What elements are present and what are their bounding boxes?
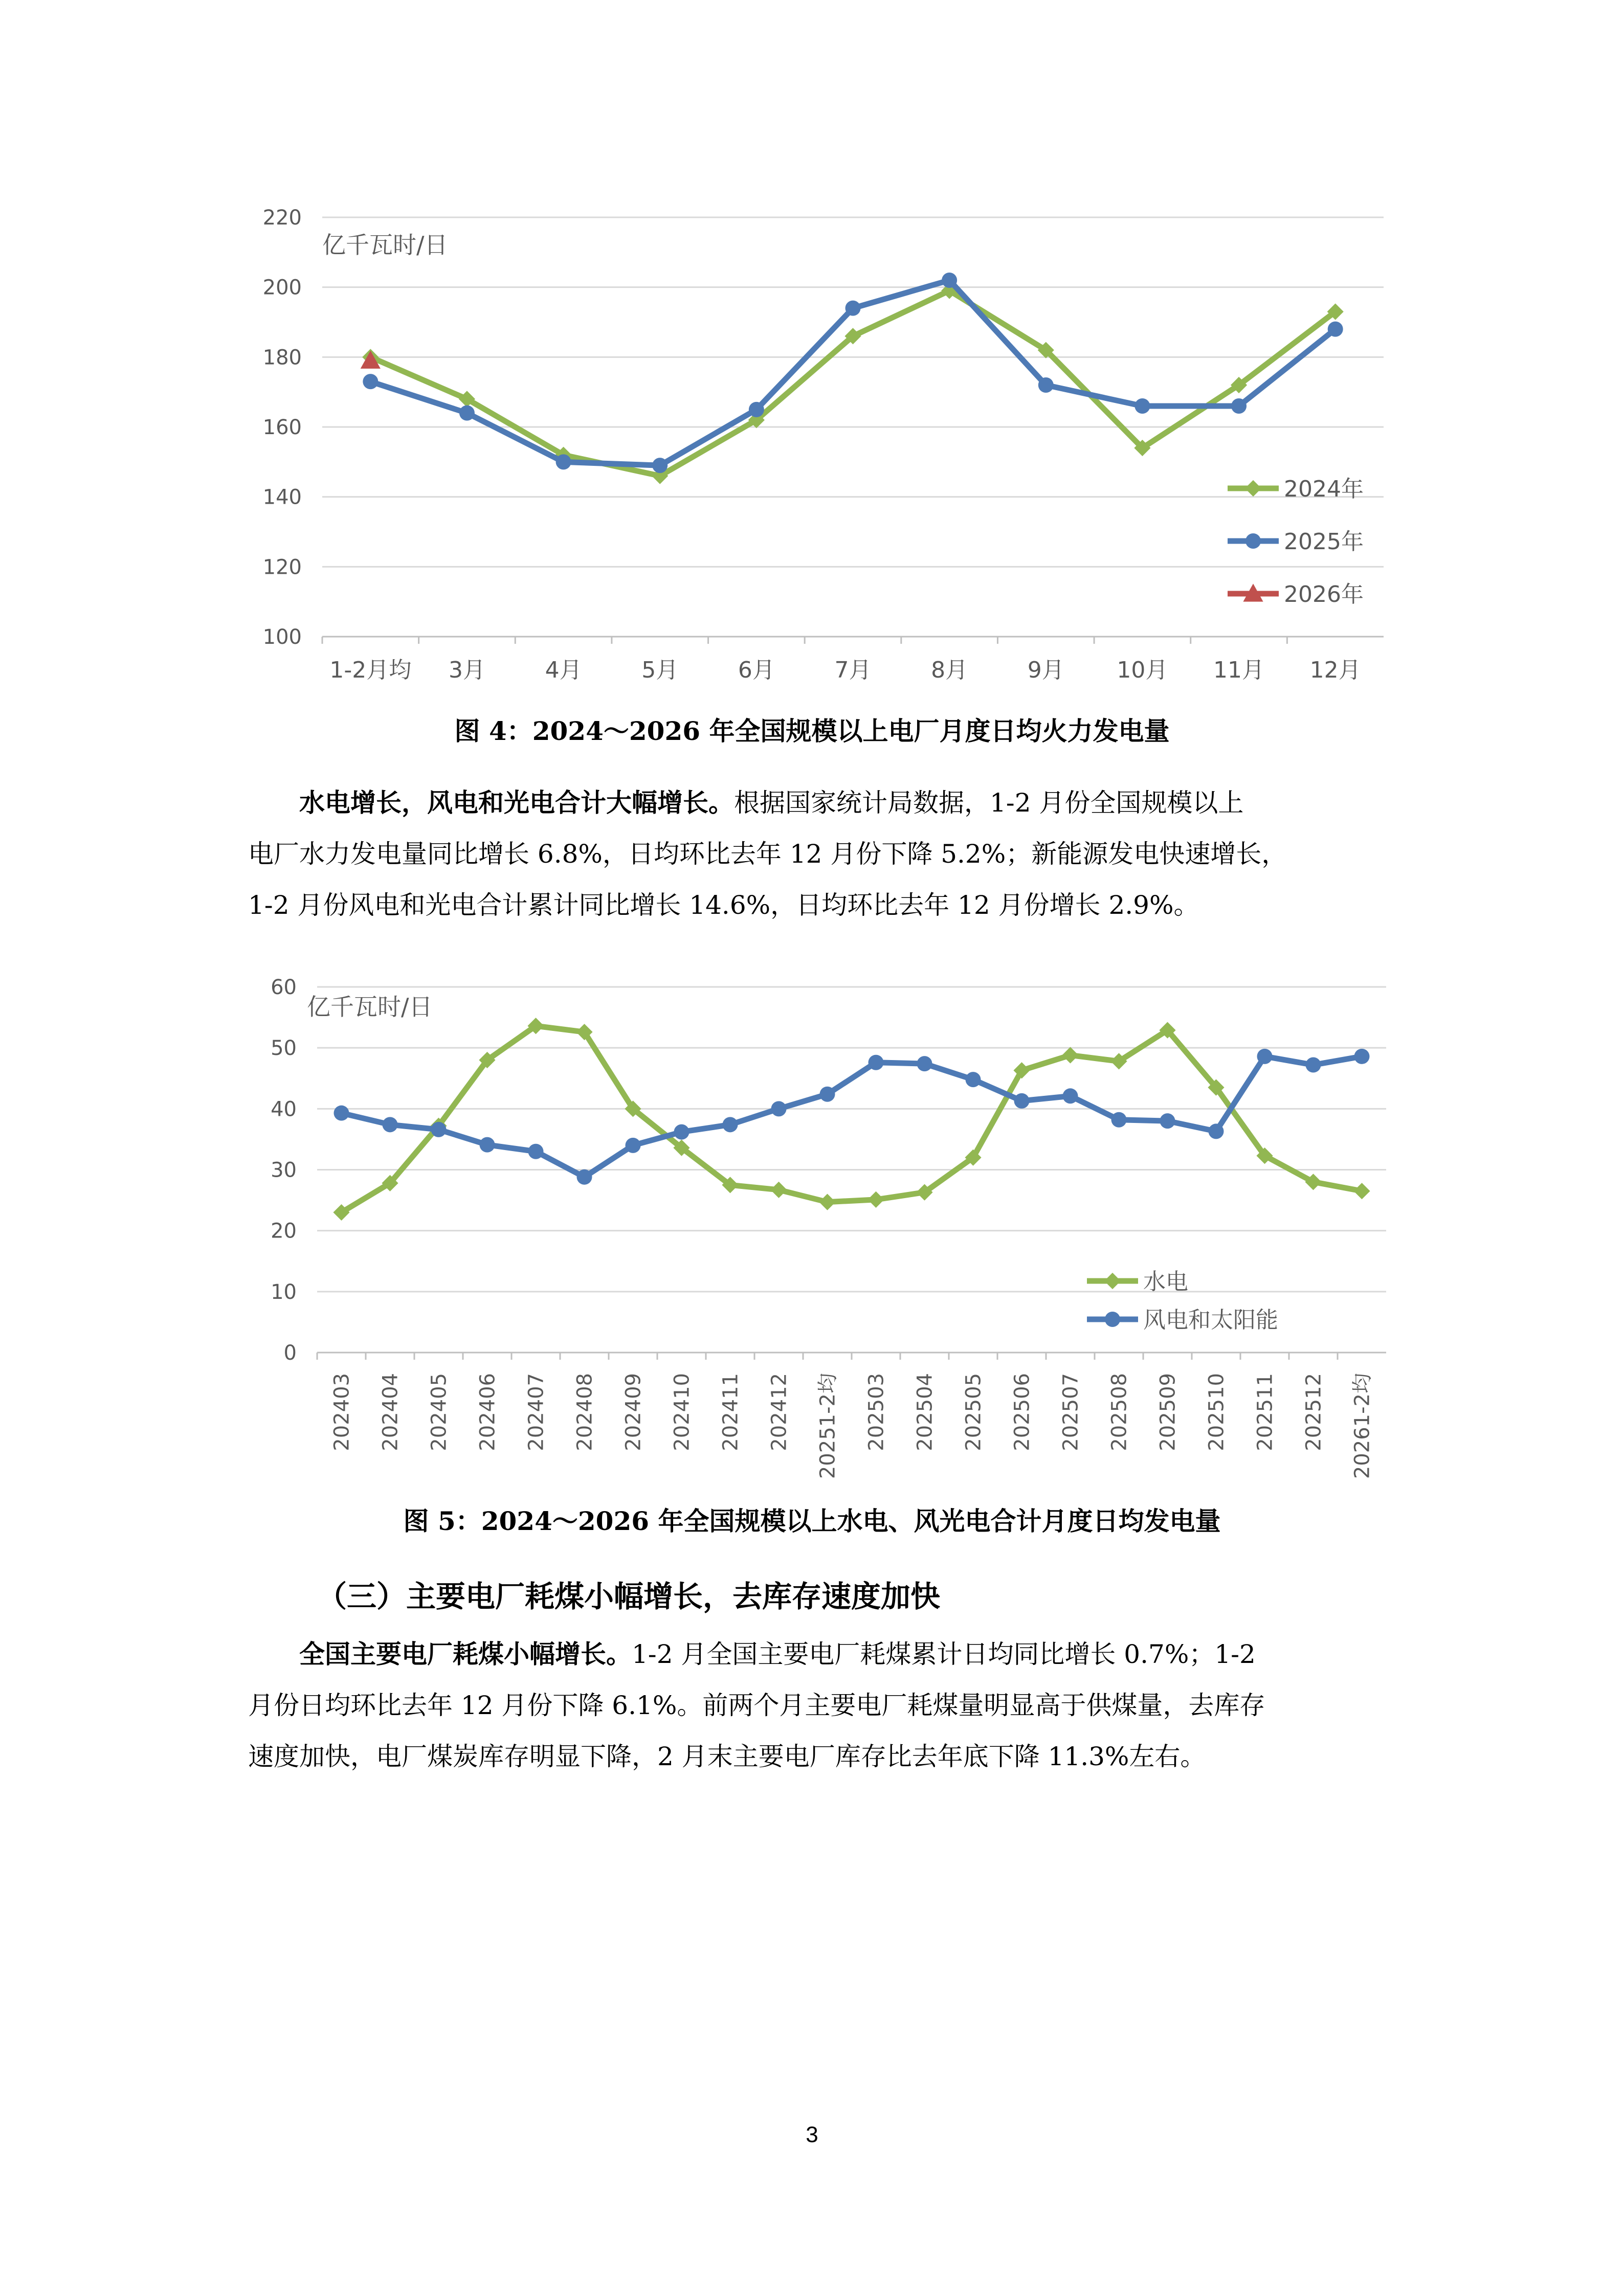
fig5-ytick-label: 40 xyxy=(271,1097,297,1121)
fig4-data-point xyxy=(846,301,861,316)
fig4-data-point xyxy=(1328,322,1343,337)
fig4-legend-marker xyxy=(1245,480,1261,497)
fig4-xtick-label: 11月 xyxy=(1213,657,1265,683)
fig4-ytick-label: 160 xyxy=(262,416,302,439)
fig5-xtick-label: 202507 xyxy=(1059,1373,1083,1451)
fig5-xtick-label: 202511 xyxy=(1253,1373,1277,1451)
fig4-xtick-label: 12月 xyxy=(1309,657,1361,683)
figure-5-chart xyxy=(0,956,1624,1478)
fig5-data-point xyxy=(869,1055,884,1070)
fig5-xtick-label: 202406 xyxy=(476,1373,500,1451)
fig5-ylabel: 亿千瓦时/日 xyxy=(307,993,433,1021)
fig4-data-point xyxy=(1038,377,1054,393)
fig5-xtick-label: 202504 xyxy=(913,1373,937,1451)
fig5-ytick-label: 20 xyxy=(271,1219,297,1243)
paragraph-2-line-1: 1-2 月全国主要电厂耗煤累计日均同比增长 0.7%；1-2 xyxy=(632,1639,1256,1669)
paragraph-2-line-2: 月份日均环比去年 12 月份下降 6.1%。前两个月主要电厂耗煤量明显高于供煤量，去库存 xyxy=(248,1691,1265,1720)
fig4-data-point xyxy=(556,454,571,469)
fig5-series-line-1 xyxy=(342,1056,1362,1177)
fig4-data-point xyxy=(459,406,475,421)
fig4-data-point xyxy=(1231,398,1247,414)
fig5-xtick-label: 202407 xyxy=(524,1373,548,1451)
fig5-xtick-label: 20251-2均 xyxy=(816,1373,840,1478)
fig5-data-point xyxy=(674,1124,689,1140)
fig4-xtick-label: 3月 xyxy=(448,657,485,683)
fig4-legend-label: 2025年 xyxy=(1284,529,1364,555)
fig5-xtick-label: 202508 xyxy=(1107,1373,1131,1451)
fig5-legend-label: 风电和太阳能 xyxy=(1143,1307,1278,1333)
fig4-data-point xyxy=(1134,398,1150,414)
section-3-title: （三）主要电厂耗煤小幅增长，去库存速度加快 xyxy=(317,1579,941,1614)
fig5-data-point xyxy=(819,1194,835,1210)
fig4-ytick-label: 120 xyxy=(262,555,302,579)
fig5-data-point xyxy=(1160,1113,1175,1129)
fig5-series-line-0 xyxy=(342,1026,1362,1212)
figure-5-caption: 图 5：2024～2026 年全国规模以上水电、风光电合计月度日均发电量 xyxy=(403,1506,1221,1536)
fig5-ytick-label: 10 xyxy=(271,1280,297,1304)
paragraph-2-line-3: 速度加快，电厂煤炭库存明显下降，2 月末主要电厂库存比去年底下降 11.3%左右。 xyxy=(248,1742,1206,1771)
fig5-data-point xyxy=(770,1182,787,1198)
fig4-xtick-label: 8月 xyxy=(931,657,968,683)
fig5-data-point xyxy=(383,1117,398,1132)
fig5-xtick-label: 202411 xyxy=(719,1373,743,1451)
fig4-legend-label: 2024年 xyxy=(1284,476,1364,502)
fig4-data-point xyxy=(363,374,378,389)
fig5-data-point xyxy=(626,1138,641,1153)
fig5-data-point xyxy=(917,1056,932,1071)
paragraph-hydro-wind-solar xyxy=(248,777,1394,931)
fig4-xtick-label: 1-2月均 xyxy=(329,657,412,683)
fig5-legend-marker xyxy=(1104,1273,1121,1289)
fig5-xtick-label: 202404 xyxy=(379,1373,403,1451)
fig4-legend-marker xyxy=(1245,533,1261,549)
paragraph-1-line-1: 根据国家统计局数据，1-2 月份全国规模以上 xyxy=(734,788,1244,818)
fig5-data-point xyxy=(480,1137,495,1153)
paragraph-1-line-2: 电厂水力发电量同比增长 6.8%，日均环比去年 12 月份下降 5.2%；新能源发电快速增长， xyxy=(248,839,1287,869)
fig5-xtick-label: 202505 xyxy=(962,1373,986,1451)
fig5-data-point xyxy=(528,1144,544,1159)
fig4-data-point xyxy=(749,402,764,417)
fig5-data-point xyxy=(334,1106,349,1121)
fig5-data-point xyxy=(1306,1057,1321,1073)
fig4-ytick-label: 140 xyxy=(262,485,302,509)
fig5-xtick-label: 202408 xyxy=(573,1373,597,1451)
fig4-ytick-label: 200 xyxy=(262,276,302,300)
fig5-data-point xyxy=(1062,1047,1078,1063)
fig5-xtick-label: 202409 xyxy=(621,1373,646,1451)
fig4-xtick-label: 6月 xyxy=(738,657,775,683)
paragraph-1-line-3: 1-2 月份风电和光电合计累计同比增长 14.6%，日均环比去年 12 月份增长 2.9%。 xyxy=(248,890,1199,920)
fig4-data-point xyxy=(942,273,957,288)
fig5-ytick-label: 60 xyxy=(271,976,297,999)
fig5-data-point xyxy=(966,1072,981,1087)
fig4-series-line-0 xyxy=(370,291,1335,476)
fig5-xtick-label: 202410 xyxy=(670,1373,694,1451)
fig4-ytick-label: 180 xyxy=(262,346,302,370)
fig4-xtick-label: 7月 xyxy=(834,657,872,683)
fig5-legend-marker xyxy=(1105,1312,1120,1327)
figure-4-caption: 图 4：2024～2026 年全国规模以上电厂月度日均火力发电量 xyxy=(454,716,1170,746)
fig5-xtick-label: 202506 xyxy=(1010,1373,1034,1451)
paragraph-1-lead: 水电增长，风电和光电合计大幅增长。 xyxy=(299,787,734,818)
fig5-xtick-label: 202509 xyxy=(1156,1373,1180,1451)
fig4-xtick-label: 9月 xyxy=(1027,657,1064,683)
fig5-data-point xyxy=(1353,1183,1370,1199)
fig5-data-point xyxy=(577,1169,592,1185)
fig4-ylabel: 亿千瓦时/日 xyxy=(322,231,448,259)
fig5-data-point xyxy=(820,1087,835,1102)
fig5-xtick-label: 202512 xyxy=(1302,1373,1326,1451)
fig4-xtick-label: 10月 xyxy=(1117,657,1168,683)
paragraph-2-lead: 全国主要电厂耗煤小幅增长。 xyxy=(299,1639,632,1669)
fig4-xtick-label: 4月 xyxy=(545,657,582,683)
fig5-ytick-label: 0 xyxy=(283,1341,297,1365)
fig5-legend-label: 水电 xyxy=(1143,1269,1188,1295)
fig5-data-point xyxy=(1063,1088,1078,1104)
fig5-data-point xyxy=(771,1101,787,1116)
fig5-data-point xyxy=(1111,1112,1127,1128)
fig5-data-point xyxy=(1354,1049,1370,1064)
fig5-xtick-label: 202503 xyxy=(864,1373,888,1451)
page-number: 3 xyxy=(806,2122,818,2147)
fig5-ytick-label: 50 xyxy=(271,1037,297,1061)
fig5-data-point xyxy=(723,1117,738,1132)
fig5-xtick-label: 202403 xyxy=(330,1373,354,1451)
fig4-legend-label: 2026年 xyxy=(1284,581,1364,607)
fig4-data-point xyxy=(652,458,668,473)
fig5-ytick-label: 30 xyxy=(271,1158,297,1182)
figure-4-svg xyxy=(0,194,1624,695)
fig5-data-point xyxy=(867,1191,884,1208)
fig5-data-point xyxy=(431,1122,447,1137)
fig4-ytick-label: 100 xyxy=(262,625,302,649)
paragraph-coal-consumption xyxy=(248,1629,1394,1782)
fig5-data-point xyxy=(1257,1049,1273,1064)
fig5-data-point xyxy=(1209,1123,1224,1139)
fig5-xtick-label: 202405 xyxy=(427,1373,451,1451)
fig5-xtick-label: 202510 xyxy=(1205,1373,1229,1451)
fig5-data-point xyxy=(1014,1093,1030,1109)
figure-4-chart xyxy=(0,194,1624,695)
fig5-xtick-label: 202412 xyxy=(767,1373,791,1451)
figure-5-svg xyxy=(0,956,1624,1478)
fig4-xtick-label: 5月 xyxy=(641,657,679,683)
fig5-xtick-label: 20261-2均 xyxy=(1350,1373,1374,1478)
fig4-ytick-label: 220 xyxy=(262,206,302,230)
